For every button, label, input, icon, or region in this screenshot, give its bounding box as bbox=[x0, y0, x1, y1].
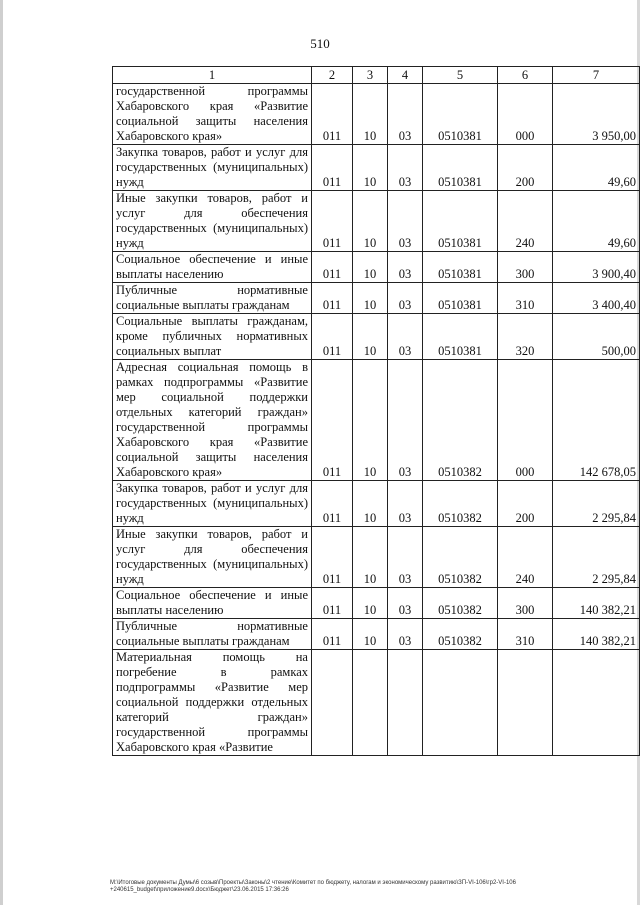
budget-table bbox=[112, 66, 640, 756]
row-ministry-code: 011 bbox=[312, 619, 353, 650]
row-name-cell: Иные закупки товаров, работ и услуг для обеспечения государственных (муниципальных) нужд bbox=[113, 527, 312, 588]
row-amount: 500,00 bbox=[553, 314, 640, 360]
row-section-code: 10 bbox=[353, 84, 388, 145]
row-ministry-code: 011 bbox=[312, 283, 353, 314]
page-number: 510 bbox=[310, 36, 330, 51]
row-target-article: 0510381 bbox=[423, 191, 498, 252]
row-name-cell: Закупка товаров, работ и услуг для государственных (муниципальных) нужд bbox=[113, 145, 312, 191]
row-name-cell: Материальная помощь на погребение в рамках подпрограммы «Развитие мер социальной поддержки отдельных категорий граждан» государственной программы Хабаровского края «Развитие bbox=[113, 650, 312, 756]
row-target-article: 0510382 bbox=[423, 619, 498, 650]
row-name-cell: Социальное обеспечение и иные выплаты населению bbox=[113, 252, 312, 283]
row-target-article: 0510381 bbox=[423, 84, 498, 145]
table-row bbox=[113, 314, 640, 360]
row-name-cell: Публичные нормативные социальные выплаты гражданам bbox=[113, 283, 312, 314]
row-expense-type: 000 bbox=[498, 84, 553, 145]
row-section-code: 10 bbox=[353, 619, 388, 650]
row-name-cell: Адресная социальная помощь в рамках подпрограммы «Развитие мер социальной поддержки отдельных категорий граждан» государственной программы Хабаровского края «Развитие социальной защиты населения Хабаровского края» bbox=[113, 360, 312, 481]
row-section-code: 10 bbox=[353, 360, 388, 481]
row-amount: 142 678,05 bbox=[553, 360, 640, 481]
row-ministry-code: 011 bbox=[312, 84, 353, 145]
row-ministry-code bbox=[312, 650, 353, 756]
row-ministry-code: 011 bbox=[312, 588, 353, 619]
row-name-cell: Публичные нормативные социальные выплаты гражданам bbox=[113, 619, 312, 650]
table-row bbox=[113, 481, 640, 527]
row-expense-type: 000 bbox=[498, 360, 553, 481]
row-section-code: 10 bbox=[353, 314, 388, 360]
scan-edge-left bbox=[0, 0, 3, 905]
table-row bbox=[113, 191, 640, 252]
row-ministry-code: 011 bbox=[312, 527, 353, 588]
header-col-1: 1 bbox=[113, 67, 312, 84]
document-path-footer: M:\Итоговые документы Думы\6 созыв\Проекты\Законы\2 чтение\Комитет по бюджету, налогам и экономическому развитию\ЗП-VI-106\гр2-VI-106 +240615_budget\приложение9.docx\Бюджет\23.06.2015 17:36:26 bbox=[110, 880, 516, 893]
table-row bbox=[113, 283, 640, 314]
row-subsection-code: 03 bbox=[388, 588, 423, 619]
row-name-cell: Социальные выплаты гражданам, кроме публичных нормативных социальных выплат bbox=[113, 314, 312, 360]
row-expense-type: 310 bbox=[498, 283, 553, 314]
row-expense-type: 300 bbox=[498, 588, 553, 619]
row-subsection-code: 03 bbox=[388, 191, 423, 252]
table-row bbox=[113, 360, 640, 481]
table-row bbox=[113, 145, 640, 191]
row-amount: 3 950,00 bbox=[553, 84, 640, 145]
row-expense-type: 240 bbox=[498, 527, 553, 588]
table-row bbox=[113, 619, 640, 650]
row-subsection-code: 03 bbox=[388, 360, 423, 481]
row-amount: 3 400,40 bbox=[553, 283, 640, 314]
row-subsection-code: 03 bbox=[388, 481, 423, 527]
table-row bbox=[113, 527, 640, 588]
row-subsection-code: 03 bbox=[388, 145, 423, 191]
header-col-4: 4 bbox=[388, 67, 423, 84]
row-target-article: 0510381 bbox=[423, 145, 498, 191]
table-header-row bbox=[113, 67, 640, 84]
row-section-code: 10 bbox=[353, 145, 388, 191]
row-expense-type: 200 bbox=[498, 481, 553, 527]
row-section-code: 10 bbox=[353, 588, 388, 619]
row-expense-type: 300 bbox=[498, 252, 553, 283]
row-expense-type: 310 bbox=[498, 619, 553, 650]
row-target-article: 0510382 bbox=[423, 481, 498, 527]
table-row bbox=[113, 252, 640, 283]
table-row bbox=[113, 84, 640, 145]
header-col-7: 7 bbox=[553, 67, 640, 84]
row-expense-type: 320 bbox=[498, 314, 553, 360]
row-amount: 140 382,21 bbox=[553, 619, 640, 650]
row-subsection-code: 03 bbox=[388, 619, 423, 650]
row-target-article bbox=[423, 650, 498, 756]
row-name-cell: Закупка товаров, работ и услуг для государственных (муниципальных) нужд bbox=[113, 481, 312, 527]
row-amount: 2 295,84 bbox=[553, 481, 640, 527]
header-col-3: 3 bbox=[353, 67, 388, 84]
row-amount: 49,60 bbox=[553, 145, 640, 191]
row-subsection-code bbox=[388, 650, 423, 756]
row-expense-type bbox=[498, 650, 553, 756]
row-subsection-code: 03 bbox=[388, 283, 423, 314]
row-amount: 140 382,21 bbox=[553, 588, 640, 619]
row-name-cell: Иные закупки товаров, работ и услуг для обеспечения государственных (муниципальных) нужд bbox=[113, 191, 312, 252]
row-section-code: 10 bbox=[353, 283, 388, 314]
row-section-code: 10 bbox=[353, 527, 388, 588]
row-expense-type: 200 bbox=[498, 145, 553, 191]
row-amount: 2 295,84 bbox=[553, 527, 640, 588]
row-ministry-code: 011 bbox=[312, 191, 353, 252]
row-target-article: 0510382 bbox=[423, 588, 498, 619]
header-col-6: 6 bbox=[498, 67, 553, 84]
row-subsection-code: 03 bbox=[388, 84, 423, 145]
row-section-code: 10 bbox=[353, 252, 388, 283]
row-subsection-code: 03 bbox=[388, 527, 423, 588]
table-row bbox=[113, 588, 640, 619]
row-ministry-code: 011 bbox=[312, 360, 353, 481]
header-col-5: 5 bbox=[423, 67, 498, 84]
row-amount bbox=[553, 650, 640, 756]
row-ministry-code: 011 bbox=[312, 314, 353, 360]
row-subsection-code: 03 bbox=[388, 314, 423, 360]
header-col-2: 2 bbox=[312, 67, 353, 84]
table-row bbox=[113, 650, 640, 756]
row-target-article: 0510382 bbox=[423, 360, 498, 481]
row-target-article: 0510381 bbox=[423, 252, 498, 283]
row-ministry-code: 011 bbox=[312, 252, 353, 283]
row-target-article: 0510382 bbox=[423, 527, 498, 588]
row-subsection-code: 03 bbox=[388, 252, 423, 283]
row-amount: 49,60 bbox=[553, 191, 640, 252]
row-target-article: 0510381 bbox=[423, 283, 498, 314]
row-ministry-code: 011 bbox=[312, 481, 353, 527]
row-name-cell: государственной программы Хабаровского края «Развитие социальной защиты населения Хабаровского края» bbox=[113, 84, 312, 145]
row-section-code: 10 bbox=[353, 191, 388, 252]
row-expense-type: 240 bbox=[498, 191, 553, 252]
row-ministry-code: 011 bbox=[312, 145, 353, 191]
row-target-article: 0510381 bbox=[423, 314, 498, 360]
row-amount: 3 900,40 bbox=[553, 252, 640, 283]
row-section-code: 10 bbox=[353, 481, 388, 527]
row-section-code bbox=[353, 650, 388, 756]
row-name-cell: Социальное обеспечение и иные выплаты населению bbox=[113, 588, 312, 619]
